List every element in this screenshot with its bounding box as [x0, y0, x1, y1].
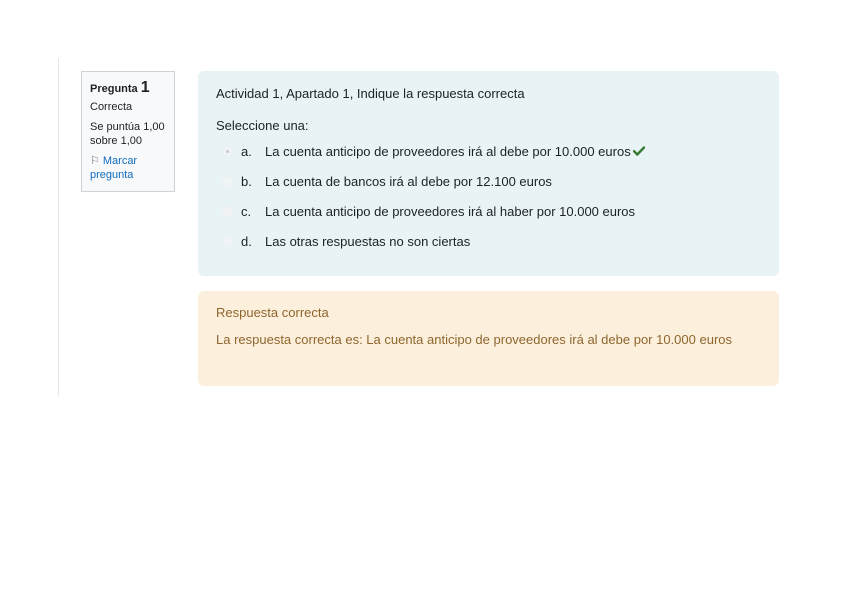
- question-grade: Se puntúa 1,00 sobre 1,00: [90, 121, 165, 147]
- question-number-value: 1: [140, 79, 150, 96]
- flag-question-label: Marcar pregunta: [90, 155, 138, 181]
- question-number-label: Pregunta: [90, 83, 138, 95]
- question-number: [90, 80, 167, 97]
- answer-letter: c.: [241, 203, 252, 219]
- left-divider: [58, 58, 59, 396]
- flag-icon: ⚐: [90, 155, 100, 167]
- question-content: [198, 71, 779, 276]
- answer-options: [216, 136, 761, 256]
- question-info-panel: [81, 71, 175, 192]
- answer-letter: d.: [241, 233, 252, 249]
- answer-option-b[interactable]: [222, 166, 761, 196]
- flag-question-link[interactable]: [90, 154, 167, 182]
- radio-button-a[interactable]: [222, 146, 233, 157]
- feedback-title: Respuesta correcta: [216, 305, 329, 320]
- radio-button-b[interactable]: [222, 176, 233, 187]
- radio-button-c[interactable]: [222, 206, 233, 217]
- correct-check-icon: [633, 146, 645, 156]
- answer-letter: b.: [241, 173, 252, 189]
- answer-letter: a.: [241, 143, 252, 159]
- answer-text: La cuenta de bancos irá al debe por 12.100 euros: [265, 173, 552, 189]
- question-state: Correcta: [90, 101, 133, 113]
- answer-option-c[interactable]: [222, 196, 761, 226]
- answer-option-a[interactable]: [222, 136, 761, 166]
- answer-option-d[interactable]: [222, 226, 761, 256]
- answer-text: La cuenta anticipo de proveedores irá al debe por 10.000 euros: [265, 143, 631, 159]
- answer-text: Las otras respuestas no son ciertas: [265, 233, 471, 249]
- radio-button-d[interactable]: [222, 236, 233, 247]
- correct-answer-text: La respuesta correcta es: La cuenta anticipo de proveedores irá al debe por 10.000 euros: [216, 332, 733, 347]
- answer-prompt: Seleccione una:: [216, 118, 309, 133]
- answer-text: La cuenta anticipo de proveedores irá al haber por 10.000 euros: [265, 203, 636, 219]
- feedback-panel: [198, 291, 779, 386]
- question-text: Actividad 1, Apartado 1, Indique la respuesta correcta: [216, 86, 525, 101]
